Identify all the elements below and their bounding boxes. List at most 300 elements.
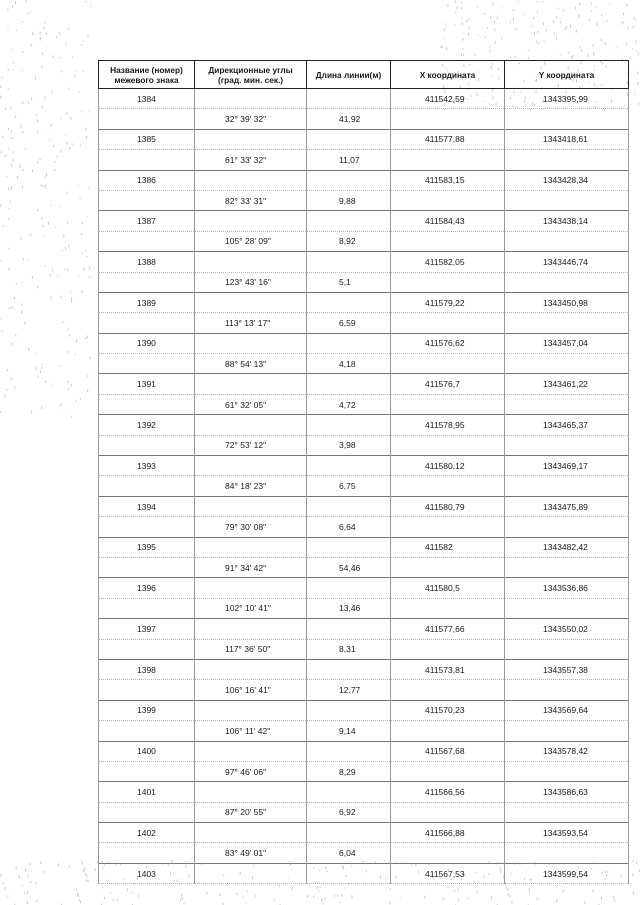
scan-speck bbox=[1, 318, 2, 320]
empty-cell bbox=[195, 578, 307, 598]
scan-speck bbox=[462, 17, 463, 18]
point-name: 1398 bbox=[99, 659, 195, 679]
scan-speck bbox=[36, 114, 37, 116]
line-length: 13,46 bbox=[307, 598, 391, 618]
scan-speck bbox=[23, 131, 24, 134]
scan-speck bbox=[90, 356, 91, 359]
scan-speck bbox=[490, 50, 491, 52]
scan-speck bbox=[30, 881, 31, 884]
point-row bbox=[99, 700, 629, 720]
empty-cell bbox=[307, 863, 391, 883]
scan-speck bbox=[55, 161, 56, 162]
point-name: 1389 bbox=[99, 292, 195, 312]
segment-row bbox=[99, 721, 629, 741]
scan-speck bbox=[50, 274, 51, 276]
scan-speck bbox=[45, 186, 46, 188]
scan-speck bbox=[181, 894, 182, 896]
scan-speck bbox=[68, 388, 69, 390]
scan-speck bbox=[40, 371, 41, 373]
scan-speck bbox=[220, 893, 221, 896]
scan-speck bbox=[83, 870, 84, 872]
scan-speck bbox=[499, 23, 500, 24]
empty-cell bbox=[391, 354, 505, 374]
scan-speck bbox=[455, 12, 456, 13]
scan-speck bbox=[40, 32, 41, 35]
scan-speck bbox=[23, 169, 24, 171]
segment-row bbox=[99, 598, 629, 618]
x-coordinate: 411580,5 bbox=[391, 578, 505, 598]
x-coordinate: 411580,12 bbox=[391, 456, 505, 476]
y-coordinate: 1343428,34 bbox=[505, 170, 629, 190]
scan-speck bbox=[80, 901, 81, 903]
scan-speck bbox=[441, 46, 442, 48]
scan-speck bbox=[76, 340, 77, 343]
point-name: 1402 bbox=[99, 823, 195, 843]
scan-speck bbox=[40, 861, 41, 864]
scan-speck bbox=[63, 235, 64, 238]
scan-speck bbox=[633, 892, 634, 894]
empty-cell bbox=[505, 680, 629, 700]
scan-speck bbox=[515, 28, 516, 30]
scan-speck bbox=[89, 187, 90, 189]
scan-speck bbox=[27, 12, 28, 14]
empty-cell bbox=[307, 496, 391, 516]
scan-speck bbox=[0, 411, 1, 413]
empty-cell bbox=[505, 598, 629, 618]
segment-row bbox=[99, 354, 629, 374]
empty-cell bbox=[391, 272, 505, 292]
scan-speck bbox=[21, 127, 22, 129]
scan-speck bbox=[82, 252, 83, 254]
scan-speck bbox=[78, 275, 79, 276]
x-coordinate: 411576,62 bbox=[391, 333, 505, 353]
segment-row bbox=[99, 761, 629, 781]
direction-angle: 97° 46' 06" bbox=[195, 761, 307, 781]
line-length: 54,46 bbox=[307, 557, 391, 577]
scan-speck bbox=[569, 52, 570, 54]
scan-speck bbox=[82, 863, 83, 865]
scan-speck bbox=[83, 70, 84, 71]
segment-row bbox=[99, 435, 629, 455]
line-length: 6,92 bbox=[307, 802, 391, 822]
empty-cell bbox=[99, 761, 195, 781]
scan-speck bbox=[11, 164, 12, 167]
empty-cell bbox=[505, 190, 629, 210]
line-length: 8,92 bbox=[307, 231, 391, 251]
line-length: 9,88 bbox=[307, 190, 391, 210]
scan-speck bbox=[543, 22, 544, 25]
scan-speck bbox=[630, 883, 631, 886]
y-coordinate: 1343461,22 bbox=[505, 374, 629, 394]
empty-cell bbox=[307, 211, 391, 231]
empty-cell bbox=[307, 333, 391, 353]
x-coordinate: 411573,81 bbox=[391, 659, 505, 679]
empty-cell bbox=[505, 843, 629, 863]
point-name: 1397 bbox=[99, 619, 195, 639]
x-coordinate: 411567,68 bbox=[391, 741, 505, 761]
scan-speck bbox=[546, 29, 547, 31]
scan-speck bbox=[28, 102, 29, 104]
scan-speck bbox=[12, 137, 13, 139]
scan-speck bbox=[292, 887, 293, 890]
scan-speck bbox=[570, 25, 571, 28]
empty-cell bbox=[505, 109, 629, 129]
segment-row bbox=[99, 680, 629, 700]
empty-cell bbox=[195, 252, 307, 272]
scan-speck bbox=[62, 250, 63, 251]
empty-cell bbox=[195, 170, 307, 190]
point-name: 1391 bbox=[99, 374, 195, 394]
direction-angle: 61° 32' 05" bbox=[195, 394, 307, 414]
segment-row bbox=[99, 231, 629, 251]
scan-speck bbox=[32, 32, 33, 35]
scan-speck bbox=[46, 33, 47, 35]
empty-cell bbox=[195, 89, 307, 109]
scan-speck bbox=[27, 891, 28, 894]
scan-speck bbox=[11, 107, 12, 109]
scan-speck bbox=[542, 1, 543, 3]
empty-cell bbox=[505, 517, 629, 537]
scan-speck bbox=[454, 24, 455, 25]
scan-speck bbox=[605, 42, 606, 45]
scan-speck bbox=[442, 46, 443, 48]
scan-speck bbox=[76, 401, 77, 403]
scan-speck bbox=[307, 895, 308, 897]
empty-cell bbox=[307, 415, 391, 435]
direction-angle: 79° 30' 08" bbox=[195, 517, 307, 537]
scan-speck bbox=[274, 900, 275, 901]
scan-speck bbox=[79, 91, 80, 92]
scan-speck bbox=[494, 21, 495, 24]
y-coordinate: 1343557,38 bbox=[505, 659, 629, 679]
scan-speck bbox=[8, 218, 9, 220]
y-coordinate: 1343465,37 bbox=[505, 415, 629, 435]
point-name: 1395 bbox=[99, 537, 195, 557]
scan-speck bbox=[86, 880, 87, 882]
scan-speck bbox=[534, 32, 535, 35]
empty-cell bbox=[307, 129, 391, 149]
scan-speck bbox=[61, 71, 62, 72]
point-row bbox=[99, 782, 629, 802]
scan-speck bbox=[638, 82, 639, 85]
scan-speck bbox=[49, 139, 50, 140]
scan-speck bbox=[632, 860, 633, 862]
scan-speck bbox=[45, 176, 46, 177]
direction-angle: 72° 53' 12" bbox=[195, 435, 307, 455]
empty-cell bbox=[195, 659, 307, 679]
scan-speck bbox=[455, 1, 456, 3]
scan-speck bbox=[14, 297, 15, 299]
scan-speck bbox=[60, 206, 61, 207]
point-row bbox=[99, 537, 629, 557]
scan-speck bbox=[463, 49, 464, 50]
scan-speck bbox=[43, 871, 44, 873]
scan-speck bbox=[502, 7, 503, 8]
boundary-points-table bbox=[98, 60, 629, 884]
scan-speck bbox=[12, 343, 13, 345]
empty-cell bbox=[391, 843, 505, 863]
scan-speck bbox=[633, 26, 634, 29]
scan-speck bbox=[444, 29, 445, 32]
scan-speck bbox=[607, 20, 608, 21]
empty-cell bbox=[99, 476, 195, 496]
scan-speck bbox=[57, 275, 58, 276]
scan-speck bbox=[53, 55, 54, 57]
empty-cell bbox=[391, 802, 505, 822]
segment-row bbox=[99, 109, 629, 129]
y-coordinate: 1343457,04 bbox=[505, 333, 629, 353]
scan-speck bbox=[536, 1, 537, 2]
direction-angle: 106° 11' 42" bbox=[195, 721, 307, 741]
scan-speck bbox=[28, 348, 29, 351]
segment-row bbox=[99, 517, 629, 537]
scan-speck bbox=[491, 896, 492, 899]
scan-speck bbox=[86, 875, 87, 877]
direction-angle: 32° 39' 32" bbox=[195, 109, 307, 129]
scan-speck bbox=[581, 49, 582, 52]
scan-speck bbox=[22, 303, 23, 305]
scan-speck bbox=[80, 198, 81, 200]
empty-cell bbox=[505, 802, 629, 822]
scan-speck bbox=[560, 54, 561, 55]
line-length: 5,1 bbox=[307, 272, 391, 292]
scan-speck bbox=[31, 411, 32, 414]
scan-speck bbox=[544, 40, 545, 41]
scan-speck bbox=[7, 369, 8, 371]
header-x-coordinate: X координата bbox=[391, 61, 505, 89]
scan-speck bbox=[0, 205, 1, 207]
scan-speck bbox=[60, 296, 61, 297]
scan-speck bbox=[85, 250, 86, 251]
header-line-length: Длина линии(м) bbox=[307, 61, 391, 89]
scan-speck bbox=[513, 18, 514, 21]
line-length: 6,75 bbox=[307, 476, 391, 496]
scan-speck bbox=[454, 890, 455, 892]
scan-speck bbox=[31, 97, 32, 100]
scan-speck bbox=[24, 892, 25, 894]
scan-speck bbox=[352, 895, 353, 898]
scan-speck bbox=[45, 22, 46, 24]
empty-cell bbox=[391, 721, 505, 741]
scan-speck bbox=[31, 44, 32, 46]
scan-speck bbox=[41, 406, 42, 409]
scan-speck bbox=[596, 7, 597, 8]
scan-speck bbox=[461, 53, 462, 56]
scan-speck bbox=[22, 186, 23, 188]
direction-angle: 102° 10' 41" bbox=[195, 598, 307, 618]
empty-cell bbox=[307, 537, 391, 557]
scan-speck bbox=[48, 222, 49, 225]
x-coordinate: 411576,7 bbox=[391, 374, 505, 394]
scan-speck bbox=[515, 56, 516, 58]
scan-speck bbox=[510, 57, 511, 58]
scan-speck bbox=[587, 54, 588, 57]
scan-speck bbox=[51, 297, 52, 299]
empty-cell bbox=[307, 292, 391, 312]
direction-angle: 113° 13' 17" bbox=[195, 313, 307, 333]
empty-cell bbox=[391, 435, 505, 455]
scan-speck bbox=[13, 151, 14, 153]
scan-speck bbox=[89, 111, 90, 112]
scan-speck bbox=[89, 267, 90, 270]
scan-speck bbox=[82, 223, 83, 225]
point-row bbox=[99, 496, 629, 516]
point-row bbox=[99, 415, 629, 435]
scan-speck bbox=[22, 51, 23, 53]
scan-speck bbox=[8, 188, 9, 190]
empty-cell bbox=[505, 639, 629, 659]
scan-speck bbox=[470, 20, 471, 21]
scan-speck bbox=[532, 25, 533, 27]
point-name: 1386 bbox=[99, 170, 195, 190]
scan-speck bbox=[11, 49, 12, 50]
scan-speck bbox=[88, 35, 89, 38]
scan-speck bbox=[86, 137, 87, 139]
x-coordinate: 411542,59 bbox=[391, 89, 505, 109]
line-length: 6,59 bbox=[307, 313, 391, 333]
scan-speck bbox=[553, 20, 554, 23]
scan-speck bbox=[243, 897, 244, 898]
scan-speck bbox=[632, 874, 633, 876]
scan-speck bbox=[69, 866, 70, 868]
x-coordinate: 411578,95 bbox=[391, 415, 505, 435]
scan-speck bbox=[616, 47, 617, 48]
scan-speck bbox=[610, 3, 611, 4]
empty-cell bbox=[391, 517, 505, 537]
empty-cell bbox=[391, 639, 505, 659]
scan-speck bbox=[603, 21, 604, 22]
scan-speck bbox=[579, 47, 580, 49]
empty-cell bbox=[99, 231, 195, 251]
scan-speck bbox=[20, 238, 21, 240]
scan-speck bbox=[424, 896, 425, 899]
scan-speck bbox=[132, 892, 133, 893]
scan-speck bbox=[59, 57, 60, 58]
scan-speck bbox=[0, 874, 1, 876]
point-row bbox=[99, 89, 629, 109]
y-coordinate: 1343536,86 bbox=[505, 578, 629, 598]
x-coordinate: 411582 bbox=[391, 537, 505, 557]
empty-cell bbox=[391, 476, 505, 496]
scan-speck bbox=[71, 384, 72, 386]
scan-speck bbox=[507, 888, 508, 891]
y-coordinate: 1343475,89 bbox=[505, 496, 629, 516]
scan-speck bbox=[138, 895, 139, 897]
scan-speck bbox=[556, 16, 557, 18]
scan-speck bbox=[538, 31, 539, 32]
point-name: 1393 bbox=[99, 456, 195, 476]
scan-speck bbox=[41, 366, 42, 368]
scan-speck bbox=[22, 70, 23, 71]
scan-speck bbox=[1, 151, 2, 153]
point-name: 1388 bbox=[99, 252, 195, 272]
scan-speck bbox=[444, 37, 445, 38]
empty-cell bbox=[505, 557, 629, 577]
scan-speck bbox=[334, 895, 335, 897]
scan-speck bbox=[589, 19, 590, 21]
scan-speck bbox=[182, 897, 183, 899]
scan-speck bbox=[36, 367, 37, 370]
point-row bbox=[99, 863, 629, 883]
empty-cell bbox=[195, 374, 307, 394]
point-row bbox=[99, 741, 629, 761]
point-row bbox=[99, 456, 629, 476]
y-coordinate: 1343569,64 bbox=[505, 700, 629, 720]
scan-speck bbox=[634, 94, 635, 95]
direction-angle: 91° 34' 42" bbox=[195, 557, 307, 577]
scan-speck bbox=[26, 0, 27, 2]
scan-speck bbox=[87, 375, 88, 377]
scan-speck bbox=[37, 286, 38, 288]
point-row bbox=[99, 170, 629, 190]
scan-speck bbox=[627, 27, 628, 30]
empty-cell bbox=[391, 109, 505, 129]
scan-speck bbox=[22, 885, 23, 886]
scan-speck bbox=[184, 903, 185, 905]
scan-speck bbox=[32, 276, 33, 278]
scan-speck bbox=[448, 886, 449, 888]
scan-speck bbox=[16, 30, 17, 31]
scan-speck bbox=[2, 136, 3, 138]
line-length: 41,92 bbox=[307, 109, 391, 129]
scan-speck bbox=[3, 226, 4, 228]
scan-speck bbox=[623, 13, 624, 15]
scan-speck bbox=[35, 77, 36, 79]
empty-cell bbox=[391, 231, 505, 251]
scan-speck bbox=[70, 291, 71, 292]
empty-cell bbox=[391, 150, 505, 170]
scan-speck bbox=[13, 62, 14, 64]
scan-speck bbox=[68, 351, 69, 354]
scan-speck bbox=[341, 894, 342, 896]
scan-speck bbox=[12, 5, 13, 8]
scan-speck bbox=[127, 888, 128, 891]
empty-cell bbox=[391, 557, 505, 577]
scan-speck bbox=[637, 72, 638, 74]
scan-speck bbox=[9, 268, 10, 271]
x-coordinate: 411582,05 bbox=[391, 252, 505, 272]
scan-speck bbox=[614, 899, 615, 901]
scan-speck bbox=[11, 378, 12, 380]
segment-row bbox=[99, 557, 629, 577]
scan-speck bbox=[44, 97, 45, 99]
scan-speck bbox=[340, 902, 341, 903]
empty-cell bbox=[99, 313, 195, 333]
empty-cell bbox=[195, 863, 307, 883]
scan-speck bbox=[76, 888, 77, 890]
scan-speck bbox=[24, 322, 25, 325]
scan-speck bbox=[80, 398, 81, 400]
empty-cell bbox=[307, 659, 391, 679]
scan-speck bbox=[67, 142, 68, 145]
scan-speck bbox=[469, 27, 470, 29]
scan-speck bbox=[529, 891, 530, 893]
point-name: 1394 bbox=[99, 496, 195, 516]
scan-speck bbox=[55, 227, 56, 228]
empty-cell bbox=[391, 680, 505, 700]
point-row bbox=[99, 252, 629, 272]
scan-speck bbox=[69, 147, 70, 149]
scan-speck bbox=[601, 39, 602, 41]
scan-speck bbox=[12, 306, 13, 309]
empty-cell bbox=[195, 456, 307, 476]
scan-speck bbox=[63, 322, 64, 323]
scan-speck bbox=[75, 75, 76, 77]
scan-speck bbox=[14, 387, 15, 389]
scan-speck bbox=[510, 22, 511, 24]
scan-speck bbox=[538, 43, 539, 45]
scan-speck bbox=[478, 35, 479, 36]
